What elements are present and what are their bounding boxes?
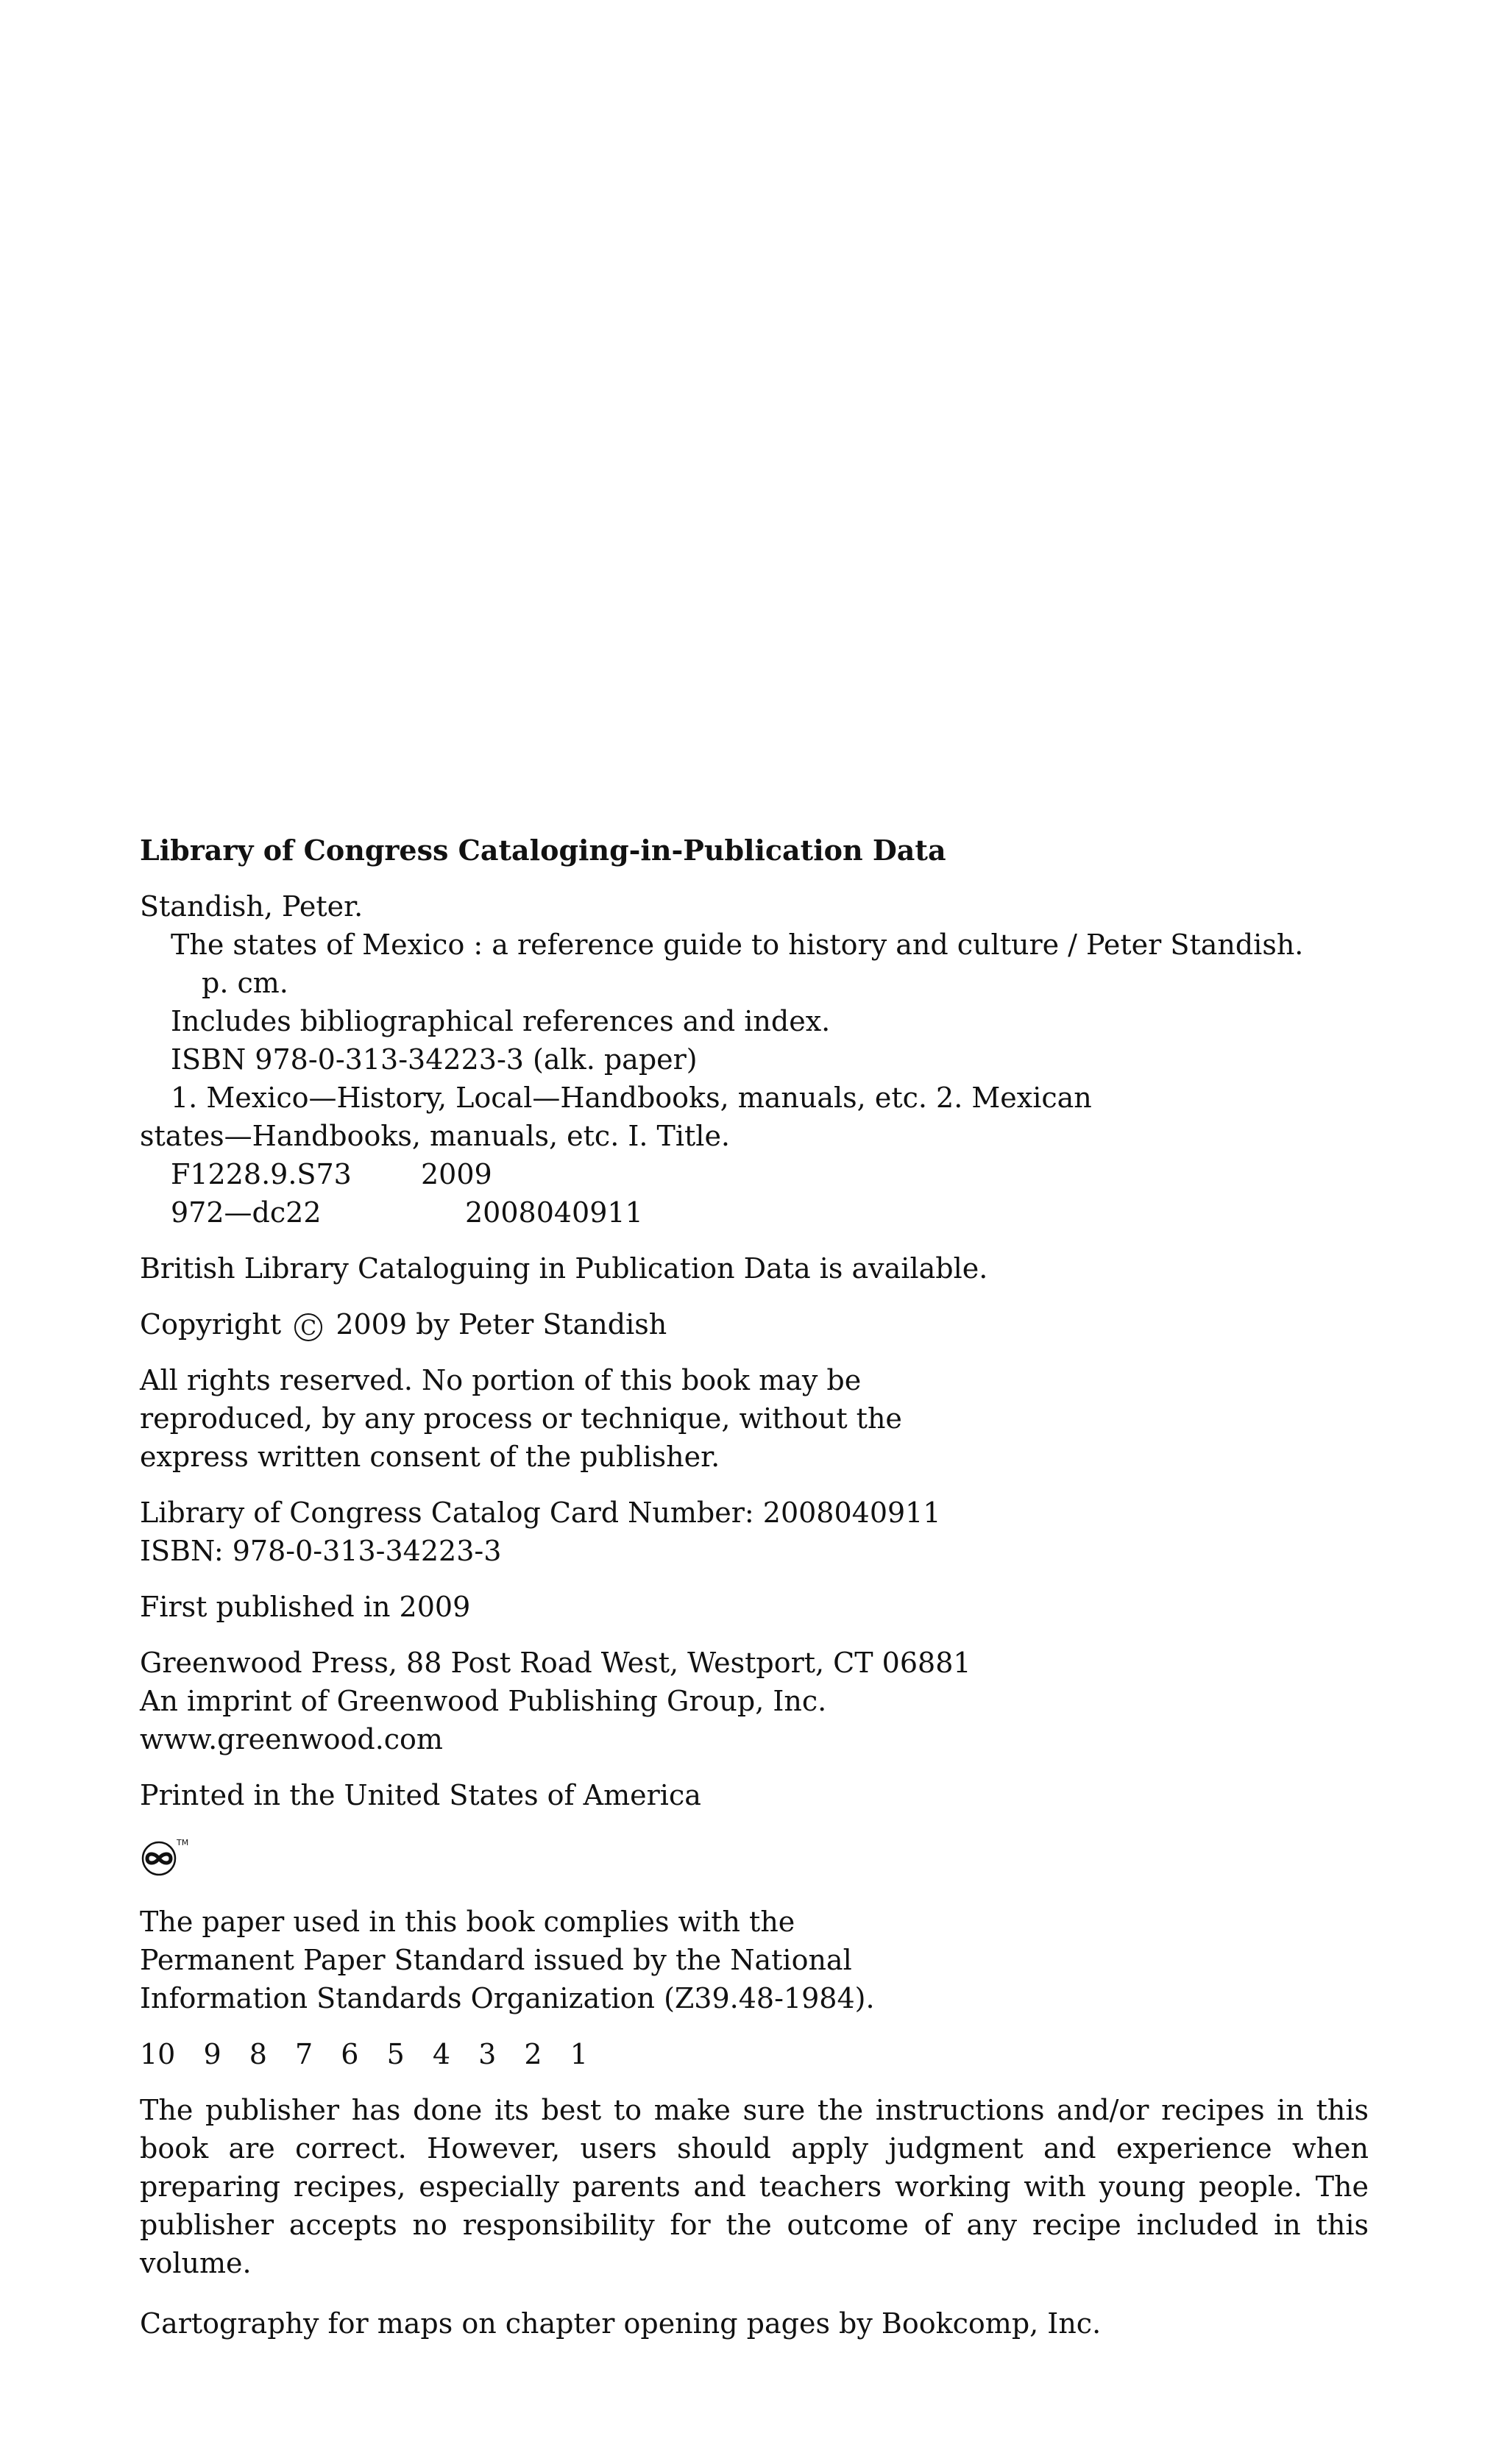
printed-in-text: Printed in the United States of America — [140, 1779, 701, 1811]
paper-standard-line: The paper used in this book complies with the — [140, 1906, 795, 1938]
print-number: 6 — [341, 2038, 359, 2070]
cip-heading: Library of Congress Cataloging-in-Publication Data — [140, 834, 946, 867]
print-number: 5 — [386, 2038, 405, 2070]
rights-line: All rights reserved. No portion of this book may be — [140, 1364, 862, 1396]
cip-includes: Includes bibliographical references and index. — [171, 1005, 831, 1037]
copyright-suffix: 2009 by Peter Standish — [336, 1308, 667, 1341]
cip-dewey: 972—dc22 — [171, 1196, 322, 1229]
cip-subjects-line-1: 1. Mexico—History, Local—Handbooks, manuals, etc. 2. Mexican — [171, 1082, 1092, 1114]
first-published-text: First published in 2009 — [140, 1591, 471, 1623]
cip-lccn: 2008040911 — [465, 1196, 643, 1229]
copyright-line — [140, 1305, 1376, 1343]
copyright-prefix: Copyright — [140, 1308, 282, 1341]
cip-dewey-row — [140, 1193, 1376, 1232]
cip-lc-year: 2009 — [421, 1158, 492, 1190]
svg-text:TM: TM — [177, 1838, 189, 1847]
isbn-line: ISBN: 978-0-313-34223-3 — [140, 1535, 502, 1567]
cartography-credit — [140, 2304, 1376, 2343]
rights-line: express written consent of the publisher. — [140, 1441, 720, 1473]
print-number: 3 — [478, 2038, 497, 2070]
copyright-notice — [140, 1305, 1376, 1343]
paper-standard-line: Information Standards Organization (Z39.48-1984). — [140, 1982, 875, 2014]
publisher-address: Greenwood Press, 88 Post Road West, Westport, CT 06881 — [140, 1647, 971, 1679]
cip-subjects-line-2: states—Handbooks, manuals, etc. I. Title. — [140, 1120, 731, 1152]
print-number: 8 — [249, 2038, 267, 2070]
print-number: 7 — [295, 2038, 313, 2070]
paper-standard-note — [140, 1903, 1376, 2017]
copyright-symbol-icon: C — [294, 1313, 322, 1341]
british-library-text: British Library Cataloguing in Publication Data is available. — [140, 1252, 988, 1285]
publisher-website: www.greenwood.com — [140, 1723, 443, 1755]
first-published — [140, 1588, 1376, 1626]
paper-standard-line: Permanent Paper Standard issued by the National — [140, 1944, 852, 1976]
cip-record — [140, 887, 1376, 1232]
catalog-card-number: Library of Congress Catalog Card Number: 2008040911 — [140, 1496, 941, 1529]
cip-isbn: ISBN 978-0-313-34223-3 (alk. paper) — [171, 1043, 698, 1076]
cip-title: The states of Mexico : a reference guide to history and culture / Peter Standish. — [171, 929, 1304, 961]
publisher-imprint: An imprint of Greenwood Publishing Group, Inc. — [140, 1685, 827, 1717]
publisher-info — [140, 1644, 1376, 1758]
cip-lc-class-row — [140, 1155, 1376, 1193]
cip-author: Standish, Peter. — [140, 890, 364, 923]
rights-statement — [140, 1361, 1376, 1476]
printing-number-line — [140, 2035, 1376, 2073]
printed-in — [140, 1776, 1376, 1814]
recipe-disclaimer: The publisher has done its best to make sure the instructions and/or recipes in this book are correct. However, users should apply judgment and experience when preparing recipes, especially parents and teachers working with young people. The publisher accepts no responsibility for the outcome of any recipe included in this volume. — [140, 2094, 1369, 2279]
copyright-page — [140, 831, 1376, 2343]
catalog-info — [140, 1494, 1376, 1570]
british-library-note — [140, 1249, 1376, 1288]
print-number: 9 — [203, 2038, 221, 2070]
cip-pcm: p. cm. — [202, 967, 288, 999]
print-number: 2 — [524, 2038, 542, 2070]
rights-line: reproduced, by any process or technique, without the — [140, 1402, 902, 1435]
print-number: 1 — [570, 2038, 588, 2070]
print-number: 10 — [140, 2038, 176, 2070]
cartography-text: Cartography for maps on chapter opening pages by Bookcomp, Inc. — [140, 2307, 1102, 2340]
cip-lc-class: F1228.9.S73 — [171, 1158, 352, 1190]
print-number: 4 — [432, 2038, 451, 2070]
permanent-paper-infinity-icon — [140, 1833, 187, 1878]
